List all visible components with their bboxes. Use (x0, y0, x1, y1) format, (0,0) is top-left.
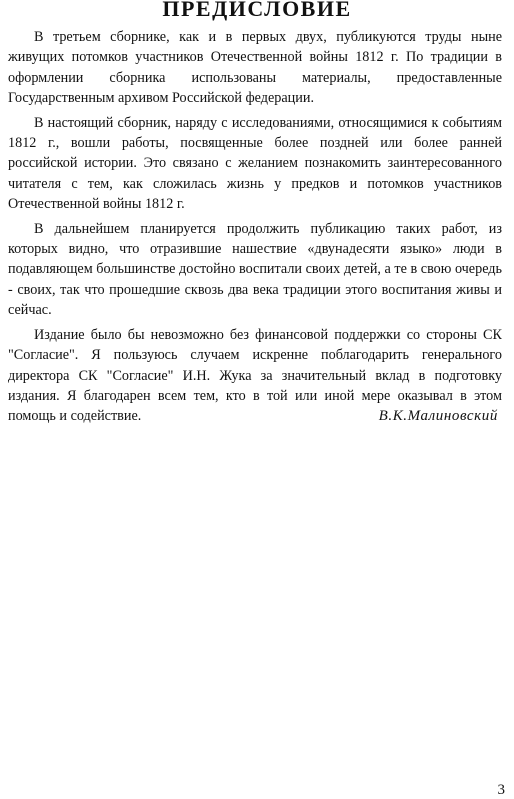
paragraph-plans: В дальнейшем планируется продолжить публикацию таких работ, из которых видно, что отразившие нашествие «двунадесяти языко» люди в подавляющем большинстве достойно воспитали своих детей, а те в свою очередь - своих, так что прошедшие сквозь два века традиции этого воспитания живы и сейчас. (8, 220, 502, 319)
paragraph-intro: В третьем сборнике, как и в первых двух, публикуются труды ныне живущих потомков участников Отечественной войны 1812 г. По традиции в оформлении сборника использованы материалы, предоставленные Государственным архивом Российской федерации. (8, 29, 502, 107)
page-number: 3 (497, 782, 505, 798)
page-title: ПРЕДИСЛОВИЕ (162, 0, 352, 21)
author-signature: В.К.Малиновский (378, 408, 498, 424)
paragraph-contents: В настоящий сборник, наряду с исследованиями, относящимися к событиям 1812 г., вошли работы, посвященные более поздней или более ранней российской истории. Это связано с желанием познакомить заинтересованного читателя с тем, как сложилась жизнь у предков и потомков участников Отечественной войны 1812 г. (8, 114, 502, 213)
preface-body (8, 27, 502, 431)
paragraph-acknowledgements: Издание было бы невозможно без финансовой поддержки со стороны СК "Согласие". Я пользуюсь случаем искренне поблагодарить генерального директора СК "Согласие" И.Н. Жука за значительный вклад в подготовку издания. Я благодарен всем тем, кто в той или иной мере оказывал в этом помощь и содействие. (8, 326, 502, 425)
